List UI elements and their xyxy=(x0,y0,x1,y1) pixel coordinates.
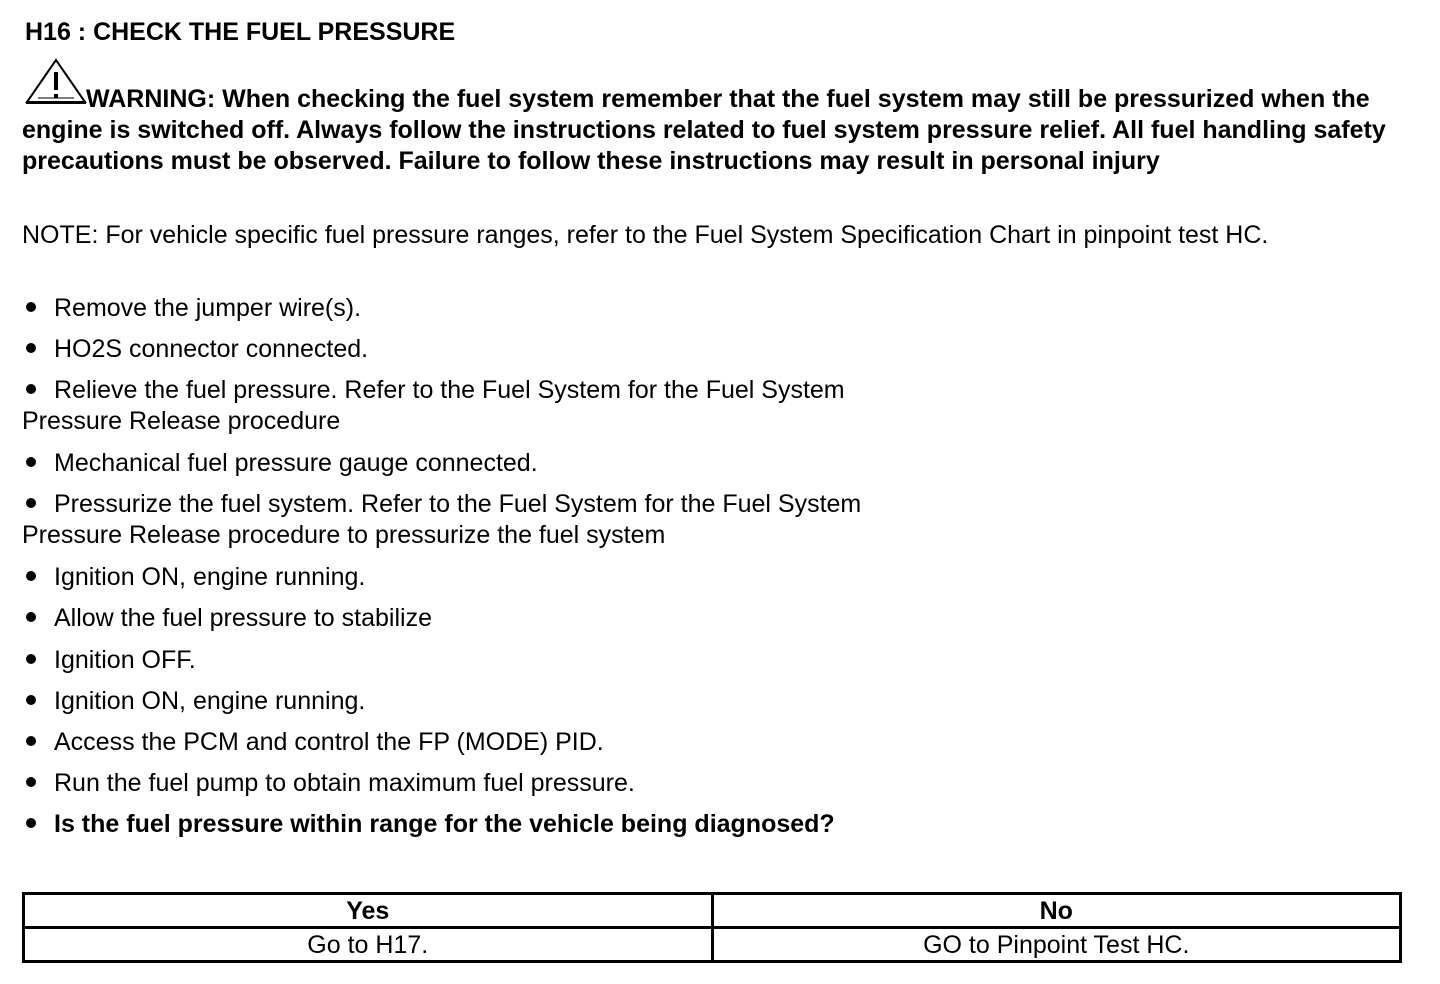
list-item: Access the PCM and control the FP (MODE) PID. xyxy=(22,727,1412,758)
list-item: Pressurize the fuel system. Refer to the Fuel System for the Fuel System Pressure Release procedure to pressurize the fuel system xyxy=(22,490,862,549)
warning-text: WARNING: When checking the fuel system remember that the fuel system may still be pressurized when the engine is switched off. Always follow the instructions related to fuel system pressure relief. All fuel handling safety precautions must be observed. Failure to follow these instructions may result in personal injury xyxy=(22,85,1386,175)
yes-header: Yes xyxy=(24,894,713,928)
no-action: GO to Pinpoint Test HC. xyxy=(712,928,1401,962)
list-item: Ignition ON, engine running. xyxy=(22,686,1412,717)
bullet-icon xyxy=(26,695,36,705)
bullet-icon xyxy=(26,654,36,664)
bullet-icon xyxy=(26,612,36,622)
bullet-icon xyxy=(26,302,36,312)
list-item: Ignition OFF. xyxy=(22,645,1412,676)
bullet-icon xyxy=(26,384,36,394)
bullet-icon xyxy=(26,343,36,353)
table-header-row xyxy=(24,894,1401,928)
warning-block xyxy=(22,84,1412,177)
warning-triangle-icon xyxy=(24,58,88,106)
list-item: Run the fuel pump to obtain maximum fuel pressure. xyxy=(22,768,1412,799)
table-row xyxy=(24,928,1401,962)
bullet-icon xyxy=(26,777,36,787)
bullet-icon xyxy=(26,457,36,467)
bullet-icon xyxy=(26,498,36,508)
note-text: NOTE: For vehicle specific fuel pressure ranges, refer to the Fuel System Specification Chart in pinpoint test HC. xyxy=(22,221,1269,249)
result-table xyxy=(22,892,1402,963)
no-header: No xyxy=(712,894,1401,928)
bullet-icon xyxy=(26,818,36,828)
list-item: Mechanical fuel pressure gauge connected. xyxy=(22,448,1412,479)
yes-action: Go to H17. xyxy=(24,928,713,962)
list-item-question: Is the fuel pressure within range for the vehicle being diagnosed? xyxy=(22,809,1412,840)
bullet-icon xyxy=(26,736,36,746)
list-item: HO2S connector connected. xyxy=(22,334,1412,365)
section-title: H16 : CHECK THE FUEL PRESSURE xyxy=(25,18,456,46)
list-item: Ignition ON, engine running. xyxy=(22,562,1412,593)
list-item: Relieve the fuel pressure. Refer to the Fuel System for the Fuel System Pressure Release procedure xyxy=(22,376,845,435)
list-item: Allow the fuel pressure to stabilize xyxy=(22,603,1412,634)
bullet-icon xyxy=(26,571,36,581)
list-item: Remove the jumper wire(s). xyxy=(22,293,1412,324)
